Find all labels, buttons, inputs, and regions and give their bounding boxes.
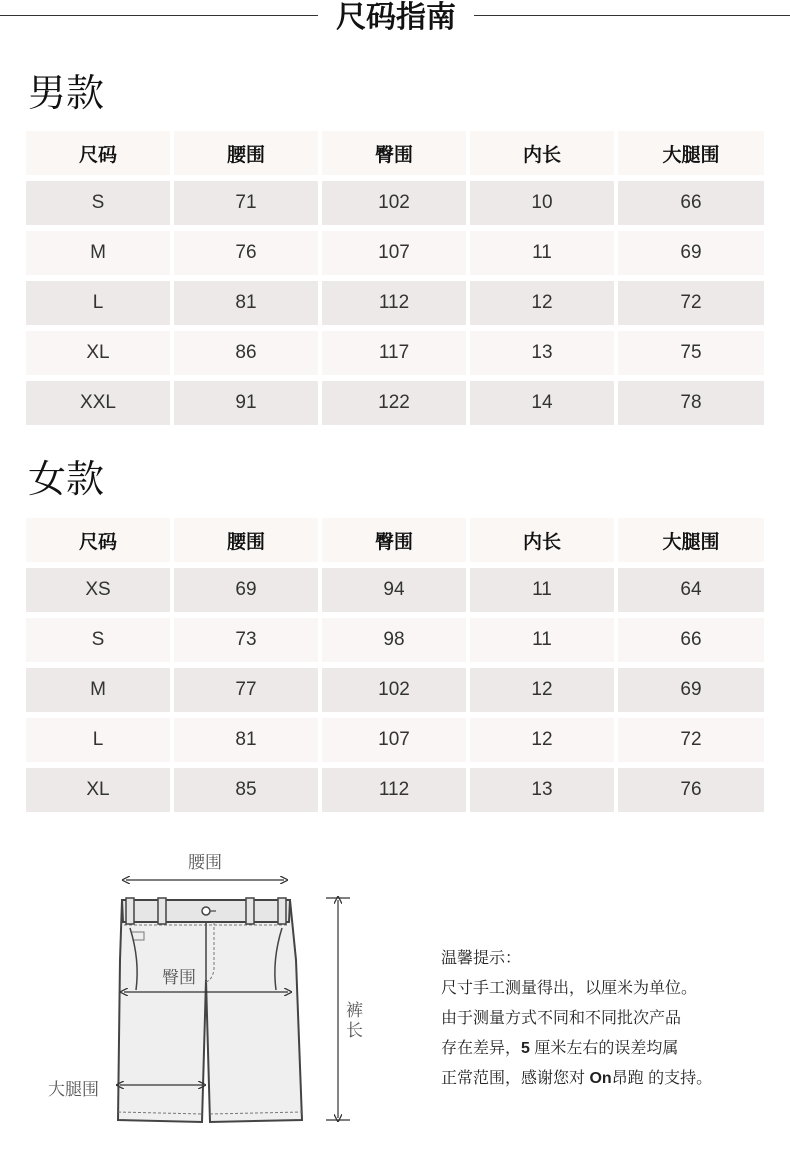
header-thigh: 大腿围 (618, 518, 764, 562)
header-inseam: 内长 (470, 518, 614, 562)
length-label-top: 裤 (346, 1001, 363, 1020)
header-size: 尺码 (26, 131, 170, 175)
cell-hip: 98 (322, 618, 466, 662)
tips-line-3-pre: 存在差异， (441, 1040, 522, 1057)
header-inseam: 内长 (470, 131, 614, 175)
men-size-table (26, 131, 764, 431)
page-title-bar (0, 0, 790, 40)
title-rule-right (474, 15, 790, 16)
cell-inseam: 14 (470, 381, 614, 425)
table-row (26, 668, 764, 712)
women-size-table (26, 518, 764, 818)
women-section-title: 女款 (28, 459, 105, 501)
cell-hip: 112 (322, 768, 466, 812)
cell-thigh: 64 (618, 568, 764, 612)
table-row (26, 618, 764, 662)
cell-size: XXL (26, 381, 170, 425)
table-row (26, 281, 764, 325)
header-thigh: 大腿围 (618, 131, 764, 175)
header-size: 尺码 (26, 518, 170, 562)
cell-waist: 91 (174, 381, 318, 425)
cell-waist: 81 (174, 718, 318, 762)
waist-label: 腰围 (188, 853, 222, 872)
cell-waist: 73 (174, 618, 318, 662)
cell-thigh: 76 (618, 768, 764, 812)
cell-hip: 94 (322, 568, 466, 612)
cell-thigh: 72 (618, 281, 764, 325)
cell-thigh: 72 (618, 718, 764, 762)
tips-line-4-pre: 正常范围，感谢您对 (441, 1070, 590, 1087)
cell-hip: 107 (322, 231, 466, 275)
tips-line-3-post: 厘米左右的误差均属 (529, 1040, 679, 1057)
header-hip: 臀围 (322, 518, 466, 562)
tips-title: 温馨提示： (441, 950, 522, 967)
table-header-row (26, 131, 764, 175)
cell-size: S (26, 618, 170, 662)
tips-line-1: 尺寸手工测量得出，以厘米为单位。 (441, 980, 698, 997)
cell-size: S (26, 181, 170, 225)
cell-waist: 69 (174, 568, 318, 612)
brand-name: On (589, 1070, 612, 1087)
cell-size: M (26, 668, 170, 712)
tips-line-4-post: 昂跑 的支持。 (611, 1070, 713, 1087)
cell-thigh: 69 (618, 668, 764, 712)
table-row (26, 331, 764, 375)
cell-thigh: 78 (618, 381, 764, 425)
cell-size: XS (26, 568, 170, 612)
table-row (26, 768, 764, 812)
cell-waist: 85 (174, 768, 318, 812)
cell-hip: 102 (322, 181, 466, 225)
cell-inseam: 12 (470, 281, 614, 325)
cell-size: XL (26, 331, 170, 375)
tips-line-2: 由于测量方式不同和不同批次产品 (441, 1010, 682, 1027)
cell-hip: 117 (322, 331, 466, 375)
cell-waist: 81 (174, 281, 318, 325)
cell-hip: 107 (322, 718, 466, 762)
cell-inseam: 10 (470, 181, 614, 225)
tips-line-3-number: 5 (521, 1040, 530, 1057)
cell-thigh: 66 (618, 618, 764, 662)
table-row (26, 231, 764, 275)
title-rule-left (0, 15, 318, 16)
cell-waist: 71 (174, 181, 318, 225)
shorts-measurement-diagram (40, 840, 380, 1140)
cell-hip: 122 (322, 381, 466, 425)
cell-inseam: 12 (470, 668, 614, 712)
cell-waist: 86 (174, 331, 318, 375)
table-row (26, 568, 764, 612)
page-title: 尺码指南 (336, 1, 456, 34)
cell-thigh: 69 (618, 231, 764, 275)
cell-size: M (26, 231, 170, 275)
cell-size: L (26, 281, 170, 325)
cell-inseam: 11 (470, 231, 614, 275)
thigh-label: 大腿围 (48, 1080, 99, 1099)
cell-size: XL (26, 768, 170, 812)
cell-inseam: 11 (470, 568, 614, 612)
cell-size: L (26, 718, 170, 762)
cell-inseam: 12 (470, 718, 614, 762)
tips-line-4 (441, 1064, 781, 1094)
length-label-bottom: 长 (346, 1021, 363, 1040)
table-row (26, 381, 764, 425)
cell-waist: 76 (174, 231, 318, 275)
tips-block (441, 944, 781, 1094)
cell-hip: 102 (322, 668, 466, 712)
men-section-title: 男款 (28, 73, 105, 115)
header-hip: 臀围 (322, 131, 466, 175)
tips-line-3 (441, 1034, 781, 1064)
table-header-row (26, 518, 764, 562)
table-row (26, 718, 764, 762)
header-waist: 腰围 (174, 518, 318, 562)
cell-inseam: 13 (470, 768, 614, 812)
cell-thigh: 75 (618, 331, 764, 375)
header-waist: 腰围 (174, 131, 318, 175)
cell-hip: 112 (322, 281, 466, 325)
cell-inseam: 13 (470, 331, 614, 375)
table-row (26, 181, 764, 225)
cell-thigh: 66 (618, 181, 764, 225)
shorts-outline (118, 900, 302, 1122)
cell-inseam: 11 (470, 618, 614, 662)
hip-label: 臀围 (162, 968, 196, 987)
cell-waist: 77 (174, 668, 318, 712)
